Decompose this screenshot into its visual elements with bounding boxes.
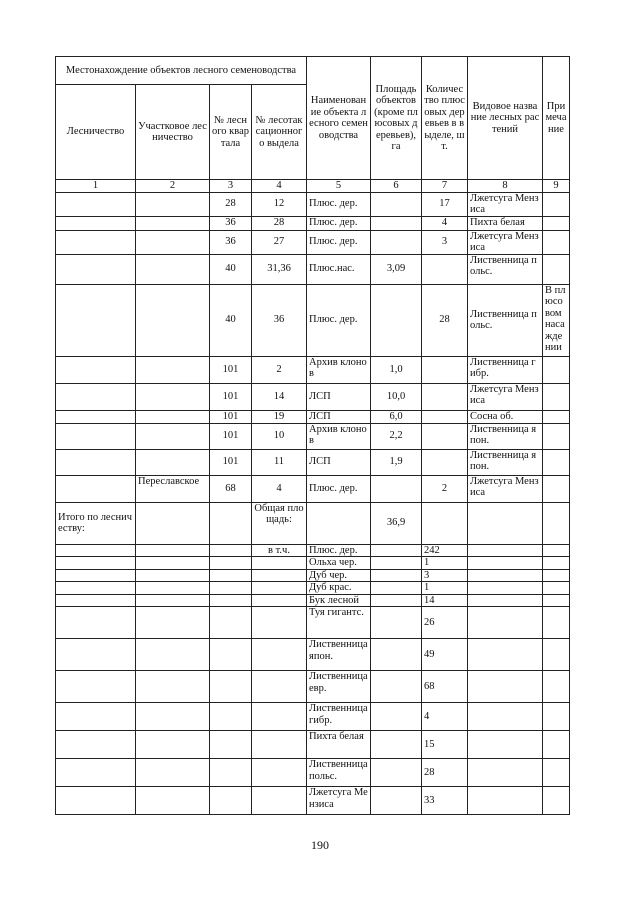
object-cell: ЛСП xyxy=(307,449,371,475)
district-cell xyxy=(136,216,210,230)
plot-cell: 36 xyxy=(252,284,307,356)
header-quarter: № лесного квартала xyxy=(210,85,252,180)
table-row xyxy=(56,449,570,475)
note-cell xyxy=(543,230,570,254)
totals-label: Итого по лесничеству: xyxy=(56,502,136,544)
plot-cell: 2 xyxy=(252,356,307,383)
forestry-cell xyxy=(56,284,136,356)
plot-cell: 4 xyxy=(252,475,307,502)
column-number: 2 xyxy=(136,180,210,193)
area-cell: 3,09 xyxy=(371,254,422,284)
district-cell xyxy=(136,192,210,216)
note-cell xyxy=(543,410,570,423)
area-cell: 10,0 xyxy=(371,383,422,410)
breakdown-row xyxy=(56,569,570,582)
table-row xyxy=(56,423,570,449)
plot-cell: 14 xyxy=(252,383,307,410)
species-cell: Лжетсуга Мензиса xyxy=(468,230,543,254)
breakdown-name: Бук лесной xyxy=(307,594,371,607)
breakdown-name: Лиственница евр. xyxy=(307,671,371,703)
breakdown-name: Дуб чер. xyxy=(307,569,371,582)
table-row xyxy=(56,475,570,502)
table-row xyxy=(56,216,570,230)
breakdown-row xyxy=(56,557,570,570)
column-number: 5 xyxy=(307,180,371,193)
object-cell: Плюс. дер. xyxy=(307,216,371,230)
quarter-cell xyxy=(210,502,252,544)
object-cell: Плюс. дер. xyxy=(307,192,371,216)
breakdown-count: 4 xyxy=(422,703,468,731)
breakdown-count: 15 xyxy=(422,731,468,759)
note-cell xyxy=(543,383,570,410)
count-cell xyxy=(422,423,468,449)
object-cell: ЛСП xyxy=(307,410,371,423)
breakdown-name: Плюс. дер. xyxy=(307,544,371,557)
forestry-cell xyxy=(56,356,136,383)
forestry-cell xyxy=(56,254,136,284)
plot-cell: 31,36 xyxy=(252,254,307,284)
area-cell: 6,0 xyxy=(371,410,422,423)
object-cell: Архив клонов xyxy=(307,423,371,449)
forestry-cell xyxy=(56,423,136,449)
species-cell: Лжетсуга Мензиса xyxy=(468,383,543,410)
breakdown-row xyxy=(56,759,570,787)
quarter-cell: 68 xyxy=(210,475,252,502)
plot-cell: 10 xyxy=(252,423,307,449)
column-number: 1 xyxy=(56,180,136,193)
breakdown-name: Лиственница польс. xyxy=(307,759,371,787)
object-cell: Плюс. дер. xyxy=(307,230,371,254)
column-number: 6 xyxy=(371,180,422,193)
table-row xyxy=(56,254,570,284)
note-cell xyxy=(543,356,570,383)
breakdown-count: 33 xyxy=(422,787,468,815)
area-cell: 2,2 xyxy=(371,423,422,449)
forestry-cell xyxy=(56,410,136,423)
breakdown-row xyxy=(56,671,570,703)
area-cell: 1,9 xyxy=(371,449,422,475)
forestry-cell xyxy=(56,383,136,410)
column-number: 9 xyxy=(543,180,570,193)
quarter-cell: 101 xyxy=(210,449,252,475)
note-cell xyxy=(543,449,570,475)
object-cell: ЛСП xyxy=(307,383,371,410)
totals-row xyxy=(56,502,570,544)
breakdown-name: Туя гигантс. xyxy=(307,607,371,639)
species-cell: Лиственница япон. xyxy=(468,449,543,475)
quarter-cell: 28 xyxy=(210,192,252,216)
species-cell: Лиственница польс. xyxy=(468,254,543,284)
breakdown-count: 26 xyxy=(422,607,468,639)
column-number: 7 xyxy=(422,180,468,193)
table-row xyxy=(56,410,570,423)
forestry-cell xyxy=(56,449,136,475)
species-cell: Лжетсуга Мензиса xyxy=(468,192,543,216)
quarter-cell: 36 xyxy=(210,230,252,254)
object-cell: Плюс.нас. xyxy=(307,254,371,284)
note-cell xyxy=(543,423,570,449)
total-area-value: 36,9 xyxy=(371,502,422,544)
forestry-cell xyxy=(56,475,136,502)
area-cell: 1,0 xyxy=(371,356,422,383)
breakdown-row xyxy=(56,607,570,639)
breakdown-name: Лиственница гибр. xyxy=(307,703,371,731)
district-cell xyxy=(136,230,210,254)
object-cell: Архив клонов xyxy=(307,356,371,383)
table-row xyxy=(56,356,570,383)
district-cell xyxy=(136,423,210,449)
area-cell xyxy=(371,284,422,356)
district-cell xyxy=(136,502,210,544)
breakdown-count: 3 xyxy=(422,569,468,582)
header-district: Участковое лесничество xyxy=(136,85,210,180)
seed-objects-table xyxy=(55,56,570,815)
column-number: 4 xyxy=(252,180,307,193)
header-area: Площадь объектов (кроме плюсовых деревьев), га xyxy=(371,57,422,180)
column-numbers-row xyxy=(56,180,570,193)
district-cell xyxy=(136,254,210,284)
note-cell: В плюсовом насаждении xyxy=(543,284,570,356)
quarter-cell: 36 xyxy=(210,216,252,230)
breakdown-name: Ольха чер. xyxy=(307,557,371,570)
quarter-cell: 101 xyxy=(210,383,252,410)
breakdown-count: 1 xyxy=(422,582,468,595)
quarter-cell: 101 xyxy=(210,356,252,383)
count-cell: 28 xyxy=(422,284,468,356)
count-cell xyxy=(422,356,468,383)
quarter-cell: 40 xyxy=(210,284,252,356)
table-row xyxy=(56,230,570,254)
count-cell xyxy=(422,502,468,544)
breakdown-name: Лжетсуга Мензиса xyxy=(307,787,371,815)
district-cell xyxy=(136,410,210,423)
object-cell: Плюс. дер. xyxy=(307,284,371,356)
quarter-cell: 101 xyxy=(210,423,252,449)
object-cell xyxy=(307,502,371,544)
species-cell: Пихта белая xyxy=(468,216,543,230)
total-area-label: Общая площадь: xyxy=(252,502,307,544)
count-cell xyxy=(422,254,468,284)
object-cell: Плюс. дер. xyxy=(307,475,371,502)
count-cell: 3 xyxy=(422,230,468,254)
note-cell xyxy=(543,192,570,216)
breakdown-row xyxy=(56,731,570,759)
species-cell: Лжетсуга Мензиса xyxy=(468,475,543,502)
header-count: Количество плюсовых деревьев в выделе, шт. xyxy=(422,57,468,180)
area-cell xyxy=(371,192,422,216)
species-cell: Лиственница польс. xyxy=(468,284,543,356)
forestry-cell xyxy=(56,216,136,230)
breakdown-name: Пихта белая xyxy=(307,731,371,759)
note-cell xyxy=(543,254,570,284)
plot-cell: 27 xyxy=(252,230,307,254)
species-cell: Сосна об. xyxy=(468,410,543,423)
breakdown-count: 28 xyxy=(422,759,468,787)
header-location-group: Местонахождение объектов лесного семеноводства xyxy=(56,57,307,85)
note-cell xyxy=(543,502,570,544)
breakdown-row xyxy=(56,787,570,815)
breakdown-name: Дуб крас. xyxy=(307,582,371,595)
breakdown-name: Лиственница япон. xyxy=(307,639,371,671)
header-species: Видовое название лесных растений xyxy=(468,57,543,180)
header-note: Примечание xyxy=(543,57,570,180)
plot-cell: 11 xyxy=(252,449,307,475)
area-cell xyxy=(371,475,422,502)
count-cell: 17 xyxy=(422,192,468,216)
breakdown-count: 1 xyxy=(422,557,468,570)
column-number: 3 xyxy=(210,180,252,193)
district-cell xyxy=(136,383,210,410)
breakdown-row xyxy=(56,703,570,731)
plot-cell: 28 xyxy=(252,216,307,230)
quarter-cell: 40 xyxy=(210,254,252,284)
header-object: Наименование объекта лесного семеноводства xyxy=(307,57,371,180)
plot-cell: 12 xyxy=(252,192,307,216)
district-cell xyxy=(136,284,210,356)
species-cell xyxy=(468,502,543,544)
table-row xyxy=(56,192,570,216)
breakdown-row xyxy=(56,582,570,595)
species-cell: Лиственница япон. xyxy=(468,423,543,449)
count-cell: 2 xyxy=(422,475,468,502)
district-cell xyxy=(136,356,210,383)
forestry-cell xyxy=(56,192,136,216)
note-cell xyxy=(543,475,570,502)
district-cell: Переславское xyxy=(136,475,210,502)
breakdown-row xyxy=(56,544,570,557)
breakdown-row xyxy=(56,639,570,671)
breakdown-row xyxy=(56,594,570,607)
quarter-cell: 101 xyxy=(210,410,252,423)
forestry-cell xyxy=(56,230,136,254)
breakdown-count: 49 xyxy=(422,639,468,671)
header-plot: № лесотаксационного выдела xyxy=(252,85,307,180)
table-row xyxy=(56,383,570,410)
area-cell xyxy=(371,216,422,230)
count-cell: 4 xyxy=(422,216,468,230)
area-cell xyxy=(371,230,422,254)
count-cell xyxy=(422,449,468,475)
column-number: 8 xyxy=(468,180,543,193)
plot-cell: 19 xyxy=(252,410,307,423)
district-cell xyxy=(136,449,210,475)
breakdown-count: 242 xyxy=(422,544,468,557)
table-row xyxy=(56,284,570,356)
breakdown-count: 68 xyxy=(422,671,468,703)
count-cell xyxy=(422,383,468,410)
header-forestry: Лесничество xyxy=(56,85,136,180)
count-cell xyxy=(422,410,468,423)
page-number: 190 xyxy=(311,838,329,852)
breakdown-count: 14 xyxy=(422,594,468,607)
species-cell: Лиственница гибр. xyxy=(468,356,543,383)
note-cell xyxy=(543,216,570,230)
including-label: в т.ч. xyxy=(252,544,307,557)
